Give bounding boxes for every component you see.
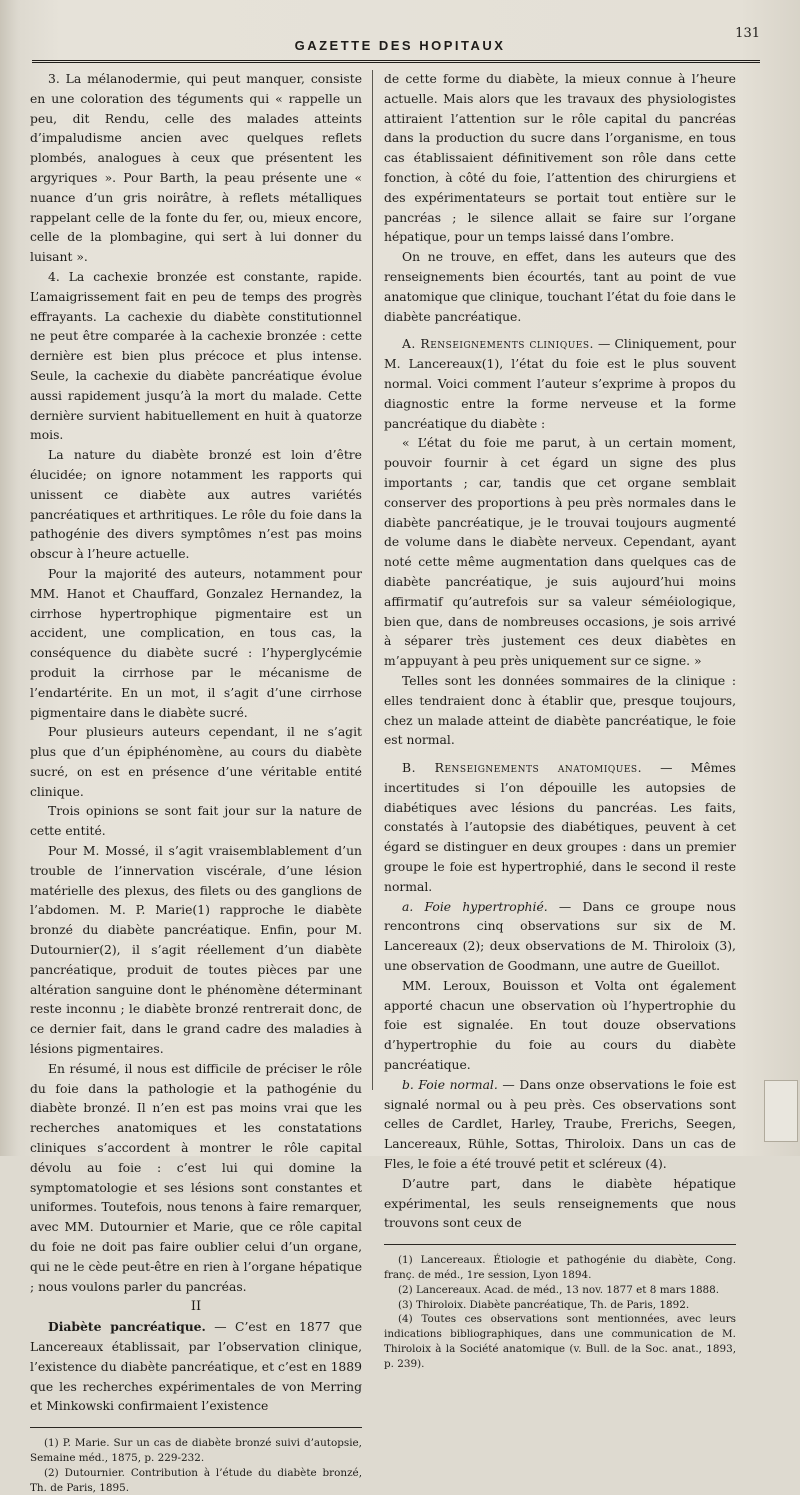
subsection-heading: a. Foie hypertrophié.: [402, 899, 548, 914]
paragraph-donnees: Telles sont les données sommaires de la clinique : elles tendraient donc à établir que, presque toujours, chez un malade atteint de diabète pancréatique, le foie est normal.: [384, 673, 736, 748]
footnote: (1) P. Marie. Sur un cas de diabète bronzé suivi d’autopsie, Semaine méd., 1875, p. 229-232.: [30, 1437, 362, 1464]
footnote: (3) Thiroloix. Diabète pancréatique, Th. de Paris, 1892.: [398, 1298, 690, 1311]
footnote: (2) Dutournier. Contribution à l’étude du diabète bronzé, Th. de Paris, 1895.: [30, 1466, 362, 1494]
left-footnotes: [30, 1436, 362, 1495]
paper-tab: [764, 1080, 798, 1142]
footnote-rule: [30, 1427, 362, 1428]
paragraph-nature: La nature du diabète bronzé est loin d’être élucidée; on ignore notamment les rapports qui unissent ce diabète aux autres variétés pancréatiques et arthritiques. Le rôle du foie dans la pathogénie des divers symptômes n’est pas moins obscur à l’heure actuelle.: [30, 448, 362, 562]
footnote: (4) Toutes ces observations sont mentionnées, avec leurs indications bibliographiques, dans une communication de M. Thiroloix à la Société anatomique (v. Bull. de la Soc. anat., 1893, p. 239).: [384, 1313, 736, 1370]
subsection-heading: B. Renseignements anatomiques.: [402, 761, 642, 776]
paragraph-melanodermie: 3. La mélanodermie, qui peut manquer, consiste en une coloration des téguments qui « rappelle un peu, dit Rendu, celle des malades atteints d’impaludisme ancien avec quelques reflets plombés, analogues à ceux que présentent les argyriques ». Pour Barth, la peau présente une « nuance d’un gris noirâtre, à reflets métalliques rappelant celle de la fonte du fer, ou, mieux encore, celle de la plombagine, qui sert à lui donner du luisant ».: [30, 72, 362, 265]
subsection-heading: b. Foie normal.: [402, 1077, 498, 1092]
footnote-rule: [384, 1244, 736, 1245]
section-number: II: [190, 1299, 202, 1315]
paragraph-resume: En résumé, il nous est difficile de préciser le rôle du foie dans la pathologie et la pathogénie du diabète bronzé. Il n’en est pas moins vrai que les recherches anatomiques et les constatations cliniques s’accordent à montrer le rôle capital dévolu au foie : c’est lui qui domine la symptomatologie et ses lésions sont constantes et uniformes. Toutefois, nous tenons à faire remarquer, avec MM. Dutournier et Marie, que ce rôle capital du foie ne doit pas faire oublier celui d’un organe, qui ne le cède peut-être en rien à l’organe hépatique ; nous voulons parler du pancréas.: [30, 1061, 362, 1294]
quotation: « L’état du foie me parut, à un certain moment, pouvoir fournir à cet égard un signe des plus importants ; car, tandis que cet organe semblait conserver des proportions à peu près normales dans le diabète pancréatique, je le trouvai toujours augmenté de volume dans le diabète nerveux. Cependant, ayant noté cette même augmentation dans quelques cas de diabète pancréatique, je suis aujourd’hui moins affirmatif qu’autrefois sur sa valeur séméiologique, bien que, dans de nombreuses occasions, je sois arrivé à séparer très justement ces deux diabètes en m’appuyant à peu près uniquement sur ce signe. »: [384, 436, 736, 669]
paragraph-diabete-pancreatique-text: — C’est en 1877 que Lancereaux établissait, par l’observation clinique, l’existence du diabète pancréatique, et c’est en 1889 que les recherches expérimentales de von Merring et Minkowski confirmaient l’existence: [30, 1320, 362, 1414]
paragraph-foie-normal: b. Foie normal. — Dans onze observations le foie est signalé normal ou à peu près. Ces observations sont celles de Cardlet, Harley, Traube, Frerichs, Seegen, Lancereaux, Rühle, Sottas, Thiroloix. Dans un cas de Fles, le foie a été trouvé petit et scléreux (4).: [384, 1077, 736, 1172]
paragraph-majorite: Pour la majorité des auteurs, notamment pour MM. Hanot et Chauffard, Gonzalez Hernandez, la cirrhose hypertrophique pigmentaire est un accident, une complication, en tous cas, la conséquence du diabète sucré : l’hyperglycémie produit la cirrhose par le mécanisme de l’endartérite. En un mot, il s’agit d’une cirrhose pigmentaire dans le diabète sucré.: [30, 566, 362, 720]
paragraph-foie-hypertrophie: a. Foie hypertrophié. — Dans ce groupe nous rencontrons cinq observations sur six de M. Lancereaux (2); deux observations de M. Thiroloix (3), une observation de Goodmann, une autre de Gueillot.: [384, 899, 736, 974]
paragraph-trois-opinions: Trois opinions se sont fait jour sur la nature de cette entité.: [30, 804, 362, 839]
subsection-heading: A. Renseignements cliniques.: [402, 337, 594, 352]
right-column: [384, 70, 736, 1372]
footnote: (2) Lancereaux. Acad. de méd., 13 nov. 1877 et 8 mars 1888.: [398, 1283, 720, 1296]
footnote: (1) Lancereaux. Étiologie et pathogénie du diabète, Cong. franç. de méd., 1re session, Lyon 1894.: [384, 1254, 736, 1282]
paragraph-cliniques: A. Renseignements cliniques. — Cliniquement, pour M. Lancereaux(1), l’état du foie est le plus souvent normal. Voici comment l’auteur s’exprime à propos du diagnostic entre la forme nerveuse et la forme pancréatique du diabète :: [384, 337, 736, 431]
paragraph-diabete-pancreatique: [30, 1317, 362, 1417]
paragraph-leroux: MM. Leroux, Bouisson et Volta ont également apporté chacun une observation où l’hypertrophie du foie est signalée. En tout douze observations d’hypertrophie du foie au cours du diabète pancréatique.: [384, 978, 736, 1073]
page-number: 131: [735, 26, 760, 41]
left-column: [30, 70, 362, 1495]
paragraph-cachexie: 4. La cachexie bronzée est constante, rapide. L’amaigrissement fait en peu de temps des progrès effrayants. La cachexie du diabète constitutionnel ne peut être comparée à la cachexie bronzée : cette dernière est bien plus précoce et plus intense. Seule, la cachexie du diabète pancréatique évolue aussi rapidement jusqu’à la mort du malade. Cette dernière survient habituellement en huit à quatorze mois.: [30, 269, 362, 443]
column-divider: [372, 70, 373, 1090]
paragraph-epiphenomene: Pour plusieurs auteurs cependant, il ne s’agit plus que d’un épiphénomène, au cours du diabète sucré, on est en présence d’une véritable entité clinique.: [30, 725, 362, 799]
journal-title: GAZETTE DES HOPITAUX: [294, 38, 506, 53]
paragraph-forme-diabete: de cette forme du diabète, la mieux connue à l’heure actuelle. Mais alors que les travaux des physiologistes attiraient l’attention sur le rôle capital du pancréas dans la production du sucre dans l’organisme, en tous cas établissaient définitivement son rôle dans cette fonction, à côté du foie, l’attention des chirurgiens et des expérimentateurs se portait tout entière sur le pancréas ; le silence allait se faire sur l’organe hépatique, pour un temps laissé dans l’ombre.: [384, 72, 736, 245]
paragraph-experimental: D’autre part, dans le diabète hépatique expérimental, les seuls renseignements que nous trouvons sont ceux de: [384, 1176, 736, 1231]
right-footnotes: [384, 1253, 736, 1371]
header-rule: [32, 60, 760, 63]
page-header: [0, 26, 800, 56]
paragraph-renseignements: On ne trouve, en effet, dans les auteurs que des renseignements bien écourtés, tant au point de vue anatomique que clinique, touchant l’état du foie dans le diabète pancréatique.: [384, 250, 736, 324]
paragraph-anatomiques: B. Renseignements anatomiques. — Mêmes incertitudes si l’on dépouille les autopsies de diabétiques avec lésions du pancréas. Les faits, constatés à l’autopsie des diabétiques, peuvent à cet égard se distinguer en deux groupes : dans un premier groupe le foie est hypertrophié, dans le second il reste normal.: [384, 761, 736, 894]
paragraph-mosse: Pour M. Mossé, il s’agit vraisemblablement d’un trouble de l’innervation viscérale, d’une lésion matérielle des plexus, des filets ou des ganglions de l’abdomen. M. P. Marie(1) rapproche le diabète bronzé du diabète pancréatique. Enfin, pour M. Dutournier(2), il s’agit réellement d’un diabète pancréatique, produit de toutes pièces par une altération sanguine dont le phénomène déterminant reste inconnu ; le diabète bronzé rentrerait donc, de ce dernier fait, dans le grand cadre des maladies à lésions pigmentaires.: [30, 844, 362, 1057]
section-heading: Diabète pancréatique.: [48, 1319, 206, 1335]
